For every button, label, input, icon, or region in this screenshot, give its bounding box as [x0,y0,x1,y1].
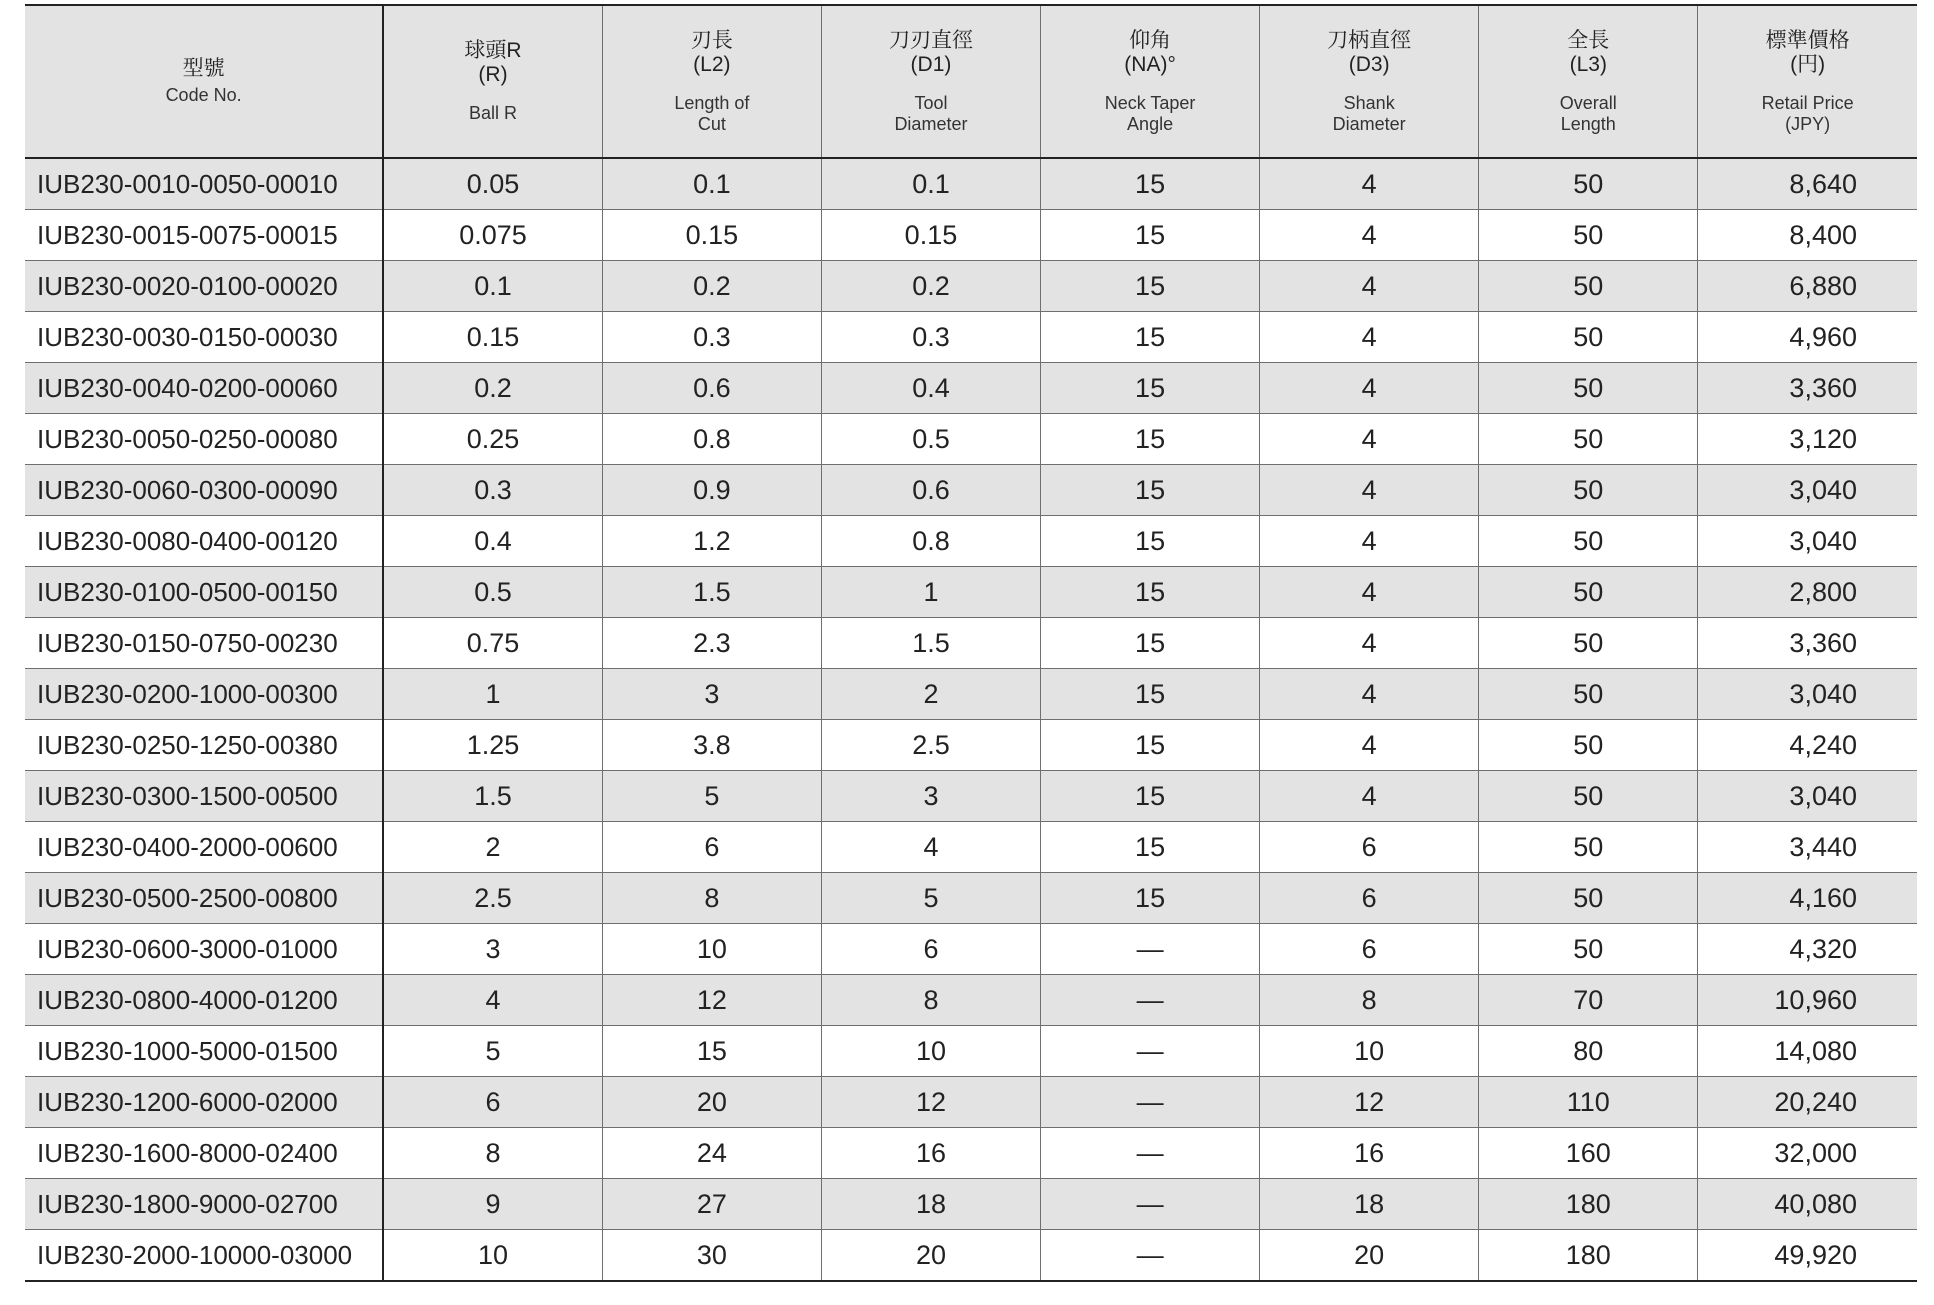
header-label-en: Tool [914,92,948,113]
cell-overall-length: 50 [1479,414,1698,465]
table-row [25,414,1917,465]
cell-retail-price: 3,360 [1698,618,1917,669]
header-label-zh: 刀柄直徑 [1327,28,1412,52]
cell-overall-length: 50 [1479,158,1698,210]
column-header-shank-diameter [1260,5,1479,158]
header-symbol: (D3) [1348,52,1390,76]
cell-tool-diameter: 8 [821,975,1040,1026]
table-row [25,465,1917,516]
cell-shank-diameter: 4 [1260,465,1479,516]
cell-length-of-cut: 30 [602,1230,821,1282]
cell-code-no: IUB230-0200-1000-00300 [25,669,383,720]
cell-ball-r: 0.3 [383,465,602,516]
cell-neck-taper-angle: 15 [1041,720,1260,771]
cell-shank-diameter: 6 [1260,924,1479,975]
cell-retail-price: 4,320 [1698,924,1917,975]
cell-overall-length: 50 [1479,567,1698,618]
cell-length-of-cut: 0.6 [602,363,821,414]
cell-retail-price: 8,400 [1698,210,1917,261]
header-label-zh: 型號 [182,57,225,80]
cell-ball-r: 1.5 [383,771,602,822]
cell-neck-taper-angle: 15 [1041,618,1260,669]
cell-code-no: IUB230-0400-2000-00600 [25,822,383,873]
cell-shank-diameter: 4 [1260,516,1479,567]
cell-shank-diameter: 4 [1260,771,1479,822]
cell-code-no: IUB230-0100-0500-00150 [25,567,383,618]
cell-overall-length: 70 [1479,975,1698,1026]
table-row [25,1026,1917,1077]
cell-tool-diameter: 1.5 [821,618,1040,669]
cell-shank-diameter: 4 [1260,618,1479,669]
header-label-zh: 仰角 [1129,28,1172,52]
table-row [25,669,1917,720]
cell-neck-taper-angle: 15 [1041,873,1260,924]
cell-retail-price: 3,040 [1698,771,1917,822]
cell-code-no: IUB230-0150-0750-00230 [25,618,383,669]
cell-neck-taper-angle: — [1041,1179,1260,1230]
cell-tool-diameter: 2.5 [821,720,1040,771]
table-row [25,158,1917,210]
table-header-row [25,5,1917,158]
cell-length-of-cut: 0.9 [602,465,821,516]
cell-length-of-cut: 8 [602,873,821,924]
cell-tool-diameter: 0.5 [821,414,1040,465]
table-row [25,771,1917,822]
header-label-en: Shank [1343,92,1395,113]
cell-code-no: IUB230-0500-2500-00800 [25,873,383,924]
cell-ball-r: 1 [383,669,602,720]
cell-ball-r: 0.25 [383,414,602,465]
cell-neck-taper-angle: — [1041,975,1260,1026]
column-header-length-of-cut [602,5,821,158]
cell-tool-diameter: 5 [821,873,1040,924]
cell-ball-r: 0.4 [383,516,602,567]
cell-code-no: IUB230-0060-0300-00090 [25,465,383,516]
table-row [25,261,1917,312]
cell-tool-diameter: 20 [821,1230,1040,1282]
cell-shank-diameter: 8 [1260,975,1479,1026]
header-label-en: Cut [697,113,726,134]
header-label-en: Retail Price [1761,92,1854,113]
cell-length-of-cut: 3 [602,669,821,720]
header-label-en: Diameter [1332,113,1406,134]
cell-overall-length: 50 [1479,720,1698,771]
cell-shank-diameter: 4 [1260,261,1479,312]
cell-overall-length: 50 [1479,516,1698,567]
cell-retail-price: 32,000 [1698,1128,1917,1179]
cell-length-of-cut: 2.3 [602,618,821,669]
cell-retail-price: 3,040 [1698,465,1917,516]
cell-code-no: IUB230-0600-3000-01000 [25,924,383,975]
cell-retail-price: 14,080 [1698,1026,1917,1077]
cell-neck-taper-angle: 15 [1041,158,1260,210]
cell-shank-diameter: 18 [1260,1179,1479,1230]
cell-code-no: IUB230-0800-4000-01200 [25,975,383,1026]
cell-tool-diameter: 0.8 [821,516,1040,567]
cell-neck-taper-angle: 15 [1041,771,1260,822]
cell-length-of-cut: 1.2 [602,516,821,567]
header-label-zh: 刀刃直徑 [888,28,973,52]
table-row [25,924,1917,975]
header-symbol: (L3) [1569,52,1607,76]
cell-retail-price: 2,800 [1698,567,1917,618]
cell-neck-taper-angle: 15 [1041,465,1260,516]
cell-shank-diameter: 4 [1260,567,1479,618]
cell-neck-taper-angle: 15 [1041,363,1260,414]
cell-length-of-cut: 0.2 [602,261,821,312]
cell-overall-length: 180 [1479,1230,1698,1282]
header-label-zh: 球頭R [464,39,522,62]
cell-retail-price: 40,080 [1698,1179,1917,1230]
cell-tool-diameter: 0.4 [821,363,1040,414]
cell-shank-diameter: 4 [1260,312,1479,363]
cell-ball-r: 2 [383,822,602,873]
header-label-en: Overall [1559,92,1617,113]
cell-shank-diameter: 10 [1260,1026,1479,1077]
cell-length-of-cut: 5 [602,771,821,822]
cell-tool-diameter: 0.1 [821,158,1040,210]
cell-length-of-cut: 27 [602,1179,821,1230]
header-symbol: (円) [1790,52,1826,76]
header-symbol: (D1) [910,52,952,76]
cell-tool-diameter: 10 [821,1026,1040,1077]
cell-code-no: IUB230-0015-0075-00015 [25,210,383,261]
table-row [25,363,1917,414]
cell-length-of-cut: 10 [602,924,821,975]
cell-length-of-cut: 0.8 [602,414,821,465]
cell-neck-taper-angle: — [1041,1128,1260,1179]
header-symbol: (NA)° [1124,52,1176,76]
cell-shank-diameter: 16 [1260,1128,1479,1179]
cell-ball-r: 9 [383,1179,602,1230]
cell-code-no: IUB230-1000-5000-01500 [25,1026,383,1077]
column-header-retail-price [1698,5,1917,158]
header-label-en: Code No. [165,85,242,105]
cell-ball-r: 3 [383,924,602,975]
cell-neck-taper-angle: 15 [1041,414,1260,465]
cell-tool-diameter: 0.3 [821,312,1040,363]
cell-tool-diameter: 12 [821,1077,1040,1128]
cell-ball-r: 6 [383,1077,602,1128]
cell-shank-diameter: 4 [1260,414,1479,465]
cell-overall-length: 50 [1479,873,1698,924]
cell-code-no: IUB230-0050-0250-00080 [25,414,383,465]
cell-retail-price: 4,960 [1698,312,1917,363]
cell-retail-price: 10,960 [1698,975,1917,1026]
cell-overall-length: 50 [1479,465,1698,516]
column-header-overall-length [1479,5,1698,158]
header-symbol: (R) [478,63,508,86]
cell-overall-length: 110 [1479,1077,1698,1128]
cell-tool-diameter: 0.2 [821,261,1040,312]
cell-neck-taper-angle: 15 [1041,516,1260,567]
cell-ball-r: 0.15 [383,312,602,363]
header-label-en: (JPY) [1785,113,1831,134]
cell-shank-diameter: 4 [1260,363,1479,414]
table-row [25,822,1917,873]
cell-ball-r: 5 [383,1026,602,1077]
table-row [25,567,1917,618]
table-row [25,975,1917,1026]
cell-retail-price: 8,640 [1698,158,1917,210]
cell-tool-diameter: 16 [821,1128,1040,1179]
cell-code-no: IUB230-0030-0150-00030 [25,312,383,363]
table-row [25,873,1917,924]
cell-length-of-cut: 0.3 [602,312,821,363]
cell-shank-diameter: 6 [1260,873,1479,924]
cell-shank-diameter: 20 [1260,1230,1479,1282]
cell-retail-price: 49,920 [1698,1230,1917,1282]
cell-ball-r: 10 [383,1230,602,1282]
cell-shank-diameter: 6 [1260,822,1479,873]
table-row [25,1179,1917,1230]
cell-overall-length: 50 [1479,618,1698,669]
table-row [25,516,1917,567]
cell-code-no: IUB230-0300-1500-00500 [25,771,383,822]
cell-tool-diameter: 0.15 [821,210,1040,261]
header-label-en: Length of [674,92,750,113]
cell-shank-diameter: 4 [1260,720,1479,771]
cell-overall-length: 50 [1479,771,1698,822]
cell-tool-diameter: 4 [821,822,1040,873]
table-row [25,1230,1917,1282]
table-row [25,720,1917,771]
cell-overall-length: 50 [1479,924,1698,975]
cell-overall-length: 50 [1479,822,1698,873]
cell-code-no: IUB230-1200-6000-02000 [25,1077,383,1128]
cell-code-no: IUB230-0040-0200-00060 [25,363,383,414]
table-row [25,618,1917,669]
cell-overall-length: 180 [1479,1179,1698,1230]
cell-length-of-cut: 15 [602,1026,821,1077]
cell-retail-price: 4,240 [1698,720,1917,771]
column-header-tool-diameter [821,5,1040,158]
cell-ball-r: 8 [383,1128,602,1179]
cell-ball-r: 0.5 [383,567,602,618]
cell-tool-diameter: 3 [821,771,1040,822]
cell-overall-length: 50 [1479,312,1698,363]
header-label-zh: 標準價格 [1765,28,1850,52]
cell-neck-taper-angle: — [1041,1026,1260,1077]
header-label-en: Ball R [468,103,517,123]
column-header-neck-taper-angle [1041,5,1260,158]
cell-neck-taper-angle: 15 [1041,312,1260,363]
cell-tool-diameter: 1 [821,567,1040,618]
cell-neck-taper-angle: 15 [1041,822,1260,873]
cell-retail-price: 3,440 [1698,822,1917,873]
cell-retail-price: 3,040 [1698,516,1917,567]
cell-overall-length: 80 [1479,1026,1698,1077]
header-label-en: Angle [1127,113,1174,134]
cell-code-no: IUB230-0080-0400-00120 [25,516,383,567]
column-header-code-no [25,5,383,158]
column-header-ball-r [383,5,602,158]
cell-overall-length: 50 [1479,363,1698,414]
cell-code-no: IUB230-0010-0050-00010 [25,158,383,210]
cell-length-of-cut: 1.5 [602,567,821,618]
cell-length-of-cut: 6 [602,822,821,873]
table-body [25,158,1917,1281]
cell-shank-diameter: 4 [1260,210,1479,261]
cell-ball-r: 4 [383,975,602,1026]
cell-tool-diameter: 18 [821,1179,1040,1230]
header-label-en: Length [1560,113,1616,134]
cell-neck-taper-angle: 15 [1041,210,1260,261]
cell-overall-length: 160 [1479,1128,1698,1179]
cell-tool-diameter: 2 [821,669,1040,720]
cell-ball-r: 0.075 [383,210,602,261]
cell-length-of-cut: 12 [602,975,821,1026]
cell-neck-taper-angle: 15 [1041,669,1260,720]
cell-ball-r: 1.25 [383,720,602,771]
cell-length-of-cut: 0.15 [602,210,821,261]
cell-ball-r: 0.05 [383,158,602,210]
cell-shank-diameter: 12 [1260,1077,1479,1128]
cell-ball-r: 0.2 [383,363,602,414]
table-row [25,210,1917,261]
cell-ball-r: 0.75 [383,618,602,669]
header-label-zh: 刃長 [690,28,733,52]
cell-overall-length: 50 [1479,261,1698,312]
cell-neck-taper-angle: — [1041,1230,1260,1282]
cell-retail-price: 3,120 [1698,414,1917,465]
cell-code-no: IUB230-0250-1250-00380 [25,720,383,771]
cell-ball-r: 2.5 [383,873,602,924]
cell-retail-price: 3,040 [1698,669,1917,720]
cell-code-no: IUB230-0020-0100-00020 [25,261,383,312]
cell-retail-price: 4,160 [1698,873,1917,924]
cell-retail-price: 3,360 [1698,363,1917,414]
cell-neck-taper-angle: — [1041,924,1260,975]
cell-code-no: IUB230-2000-10000-03000 [25,1230,383,1282]
spec-table-container [25,4,1917,1282]
cell-tool-diameter: 6 [821,924,1040,975]
cell-retail-price: 6,880 [1698,261,1917,312]
cell-length-of-cut: 3.8 [602,720,821,771]
cell-overall-length: 50 [1479,669,1698,720]
cell-neck-taper-angle: 15 [1041,261,1260,312]
cell-shank-diameter: 4 [1260,158,1479,210]
cell-shank-diameter: 4 [1260,669,1479,720]
table-row [25,1077,1917,1128]
cell-ball-r: 0.1 [383,261,602,312]
cell-length-of-cut: 24 [602,1128,821,1179]
cell-length-of-cut: 20 [602,1077,821,1128]
cell-code-no: IUB230-1600-8000-02400 [25,1128,383,1179]
cell-code-no: IUB230-1800-9000-02700 [25,1179,383,1230]
header-label-en: Neck Taper [1104,92,1196,113]
cell-overall-length: 50 [1479,210,1698,261]
product-spec-table [25,4,1917,1282]
header-label-en: Diameter [894,113,968,134]
header-symbol: (L2) [693,52,731,76]
cell-length-of-cut: 0.1 [602,158,821,210]
cell-neck-taper-angle: — [1041,1077,1260,1128]
cell-tool-diameter: 0.6 [821,465,1040,516]
table-row [25,1128,1917,1179]
cell-retail-price: 20,240 [1698,1077,1917,1128]
cell-neck-taper-angle: 15 [1041,567,1260,618]
table-row [25,312,1917,363]
header-label-zh: 全長 [1567,28,1610,52]
